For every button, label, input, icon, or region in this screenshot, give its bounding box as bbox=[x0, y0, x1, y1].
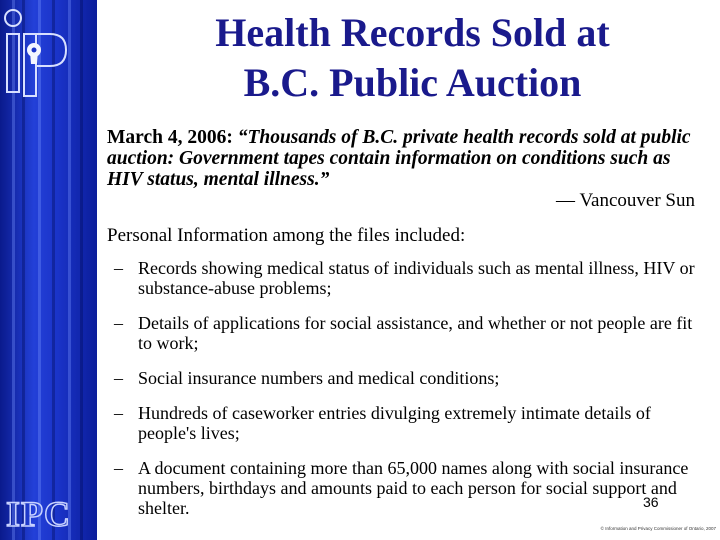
list-item: – Social insurance numbers and medical conditions; bbox=[114, 368, 500, 388]
dash-icon: – bbox=[114, 403, 123, 423]
quote-text: “Thousands of B.C. private health records sold at public auction: Government tapes contain information on conditions such as HIV status, mental illness.” bbox=[107, 127, 691, 190]
copyright-notice: © Information and Privacy Commissioner of Ontario, 2007 bbox=[600, 526, 716, 531]
dash-icon: – bbox=[114, 368, 123, 388]
dash-icon: – bbox=[114, 258, 123, 278]
news-quote bbox=[107, 127, 702, 190]
dash-icon: – bbox=[114, 313, 123, 333]
bullet-list bbox=[114, 258, 710, 533]
ip-logo-icon bbox=[4, 4, 68, 98]
page-title bbox=[120, 8, 705, 108]
title-line-1: Health Records Sold at bbox=[215, 10, 610, 55]
page-number: 36 bbox=[643, 494, 659, 510]
ipc-logo: IPC bbox=[6, 494, 71, 534]
list-item: – Records showing medical status of individuals such as mental illness, HIV or substance-abuse problems; bbox=[114, 258, 695, 298]
title-line-2: B.C. Public Auction bbox=[243, 60, 582, 105]
sidebar-band bbox=[0, 0, 97, 540]
list-item: – A document containing more than 65,000 names along with social insurance numbers, birthdays and amounts paid to each person for social support and shelter. bbox=[114, 458, 689, 518]
quote-source: — Vancouver Sun bbox=[556, 190, 695, 211]
intro-text: Personal Information among the files included: bbox=[107, 225, 466, 246]
list-item: – Hundreds of caseworker entries divulging extremely intimate details of people's lives; bbox=[114, 403, 651, 443]
quote-date: March 4, 2006: bbox=[107, 127, 233, 148]
list-item: – Details of applications for social assistance, and whether or not people are fit to work; bbox=[114, 313, 693, 353]
dash-icon: – bbox=[114, 458, 123, 478]
